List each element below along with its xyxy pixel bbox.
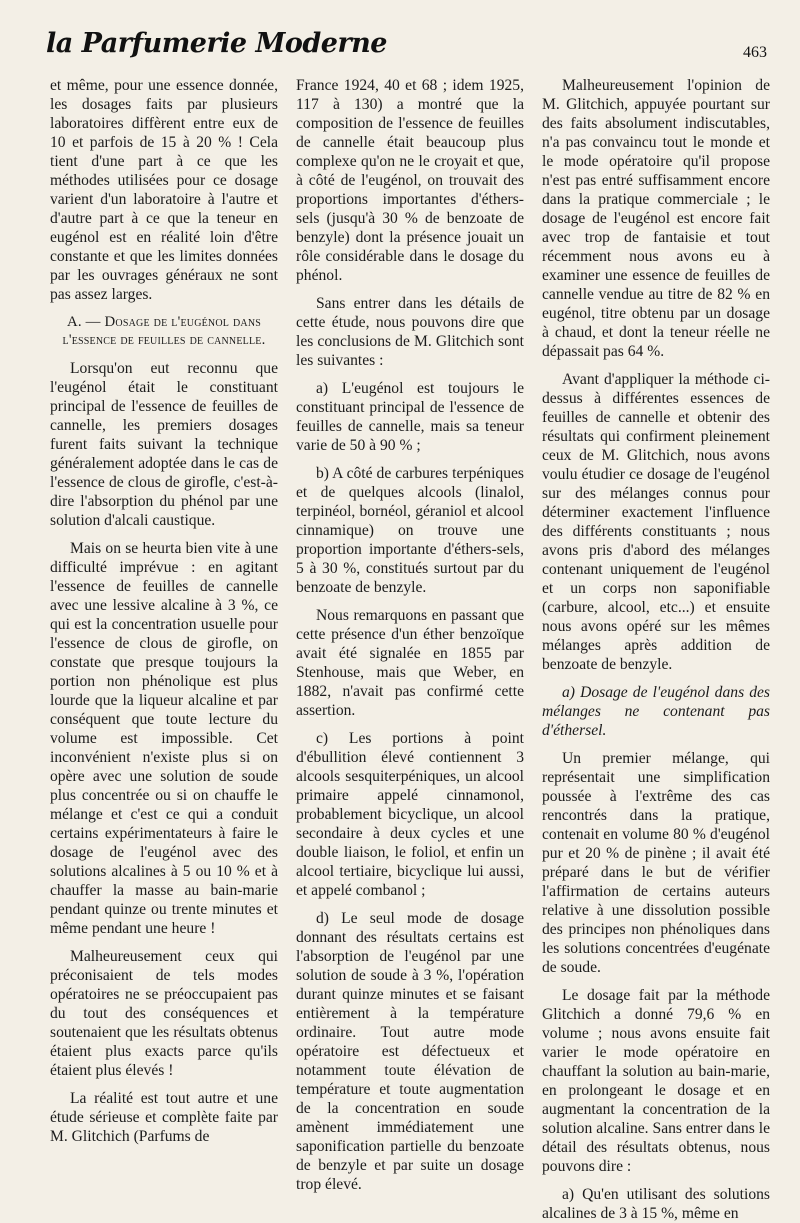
subsection-heading: a) Dosage de l'eugénol dans des mélanges ne contenant pas d'éthersel. <box>542 684 770 739</box>
page-number: 463 <box>743 44 767 61</box>
paragraph: Malheureusement l'opinion de M. Glitchich, appuyée pourtant sur des faits absolument indiscutables, n'a pas convaincu tout le monde et le mode opératoire qu'il propose n'est pas entré suffisamment encore dans la pratique commerciale ; le dosage de l'eugénol est encore fait avec trop de fantaisie et tout récemment nous avons eu à examiner une essence de feuilles de cannelle vendue au titre de 82 % en eugénol, titre obtenu par un dosage à chaud, et dont la teneur réelle ne dépassait pas 64 %. <box>542 77 770 360</box>
paragraph: Le dosage fait par la méthode Glitchich a donné 79,6 % en volume ; nous avons ensuite fait varier le mode opératoire en chauffant la solution au bain-marie, en prolongeant le dosage et en augmentant la concentration de la solution alcaline. Sans entrer dans le détail des résultats obtenus, nous pouvons dire : <box>542 987 770 1175</box>
paragraph: La réalité est tout autre et une étude sérieuse et complète faite par M. Glitchich (Parfums de <box>50 1090 278 1145</box>
column-1 <box>50 76 278 1145</box>
paragraph: Nous remarquons en passant que cette présence d'un éther benzoïque avait été signalée en 1855 par Stenhouse, mais que Weber, en 1882, n'avait pas confirmé cette assertion. <box>296 607 524 719</box>
paragraph: France 1924, 40 et 68 ; idem 1925, 117 à 130) a montré que la composition de l'essence de feuilles de cannelle était beaucoup plus complexe qu'on ne le croyait et que, à côté de l'eugénol, on trouvait des proportions importantes d'éthers-sels (jusqu'à 30 % de benzoate de benzyle) dont la présence jouait un rôle considérable dans le dosage du phénol. <box>296 77 524 284</box>
paragraph: d) Le seul mode de dosage donnant des résultats certains est l'absorption de l'eugénol par une solution de soude à 3 %, l'opération durant quinze minutes et se faisant entièrement à la température ordinaire. Tout autre mode opératoire est défectueux et notamment toute élévation de température et toute augmentation de la concentration en soude amènent immédiatement une saponification partielle du benzoate de benzyle et par suite un dosage trop élevé. <box>296 910 524 1193</box>
article-columns <box>50 76 770 1222</box>
paragraph: et même, pour une essence donnée, les dosages faits par plusieurs laboratoires diffèrent entre eux de 10 et parfois de 15 à 20 % ! Cela tient d'une part à ce que les méthodes utilisées pour ce dosage varient d'un laboratoire à l'autre et d'autre part à ce que la teneur en eugénol est en réalité loin d'être constante et que les limites données par les ouvrages généraux ne sont pas assez larges. <box>50 77 278 303</box>
paragraph: Un premier mélange, qui représentait une simplification poussée à l'extrême des cas rencontrés dans la pratique, contenait en volume 80 % d'eugénol pur et 20 % de pinène ; il avait été préparé dans le but de vérifier l'affirmation de certains auteurs relative à une dissolution possible des principes non phénoliques dans les solutions concentrées d'eugénate de soude. <box>542 750 770 976</box>
column-3 <box>542 76 770 1222</box>
masthead: la Parfumerie Moderne <box>46 28 387 59</box>
paragraph: Avant d'appliquer la méthode ci-dessus à différentes essences de feuilles de cannelle et obtenir des résultats qui confirment pleinement ceux de M. Glitchich, nous avons voulu étudier ce dosage de l'eugénol sur des mélanges connus pour déterminer exactement l'influence des différents constituants ; nous avons pris d'abord des mélanges contenant uniquement de l'eugénol et un corps non saponifiable (carbure, alcool, etc...) et ensuite nous avons opéré sur les mêmes mélanges après addition de benzoate de benzyle. <box>542 371 770 673</box>
paragraph: a) Qu'en utilisant des solutions alcalines de 3 à 15 %, même en <box>542 1186 770 1222</box>
paragraph: Malheureusement ceux qui préconisaient de tels modes opératoires ne se préoccupaient pas du tout des conséquences et soutenaient que les résultats obtenus étaient plus exacts parce qu'ils étaient plus élevés ! <box>50 948 278 1079</box>
paragraph: b) A côté de carbures terpéniques et de quelques alcools (linalol, terpinéol, bornéol, géraniol et alcool cinnamique) on trouve une proportion importante d'éthers-sels, 5 à 30 %, constitués surtout par du benzoate de benzyle. <box>296 465 524 596</box>
column-2 <box>296 76 524 1193</box>
paragraph: c) Les portions à point d'ébullition élevé contiennent 3 alcools sesquiterpéniques, un alcool primaire appelé cinnamonol, probablement bicyclique, un alcool secondaire à deux cycles et une double liaison, le foliol, et enfin un alcool tertiaire, bicyclique lui aussi, et appelé combanol ; <box>296 730 524 899</box>
paragraph: Mais on se heurta bien vite à une difficulté imprévue : en agitant l'essence de feuilles de cannelle avec une lessive alcaline à 3 %, ce qui est la concentration usuelle pour l'essence de clous de girofle, on constate que presque toujours la portion non phénolique est plus lourde que la liqueur alcaline et par conséquent que toute lecture du volume est impossible. Cet inconvénient n'existe plus si on opère avec une solution de soude plus concentrée ou si on chauffe le mélange et c'est ce qui a conduit certains expérimentateurs à faire le dosage de l'eugénol avec des solutions alcalines à 5 ou 10 % et à chauffer la masse au bain-marie pendant quinze ou trente minutes et même pendant une heure ! <box>50 540 278 937</box>
paragraph: a) L'eugénol est toujours le constituant principal de l'essence de feuilles de cannelle, mais sa teneur varie de 50 à 90 % ; <box>296 380 524 454</box>
section-heading: A. — Dosage de l'eugénol dans l'essence de feuilles de cannelle. <box>62 314 266 348</box>
paragraph: Sans entrer dans les détails de cette étude, nous pouvons dire que les conclusions de M. Glitchich sont les suivantes : <box>296 295 524 369</box>
paragraph: Lorsqu'on eut reconnu que l'eugénol était le constituant principal de l'essence de feuilles de cannelle, les premiers dosages furent faits suivant la technique généralement adoptée dans le cas de l'essence de clous de girofle, c'est-à-dire l'absorption du phénol par une solution d'alcali caustique. <box>50 360 278 529</box>
